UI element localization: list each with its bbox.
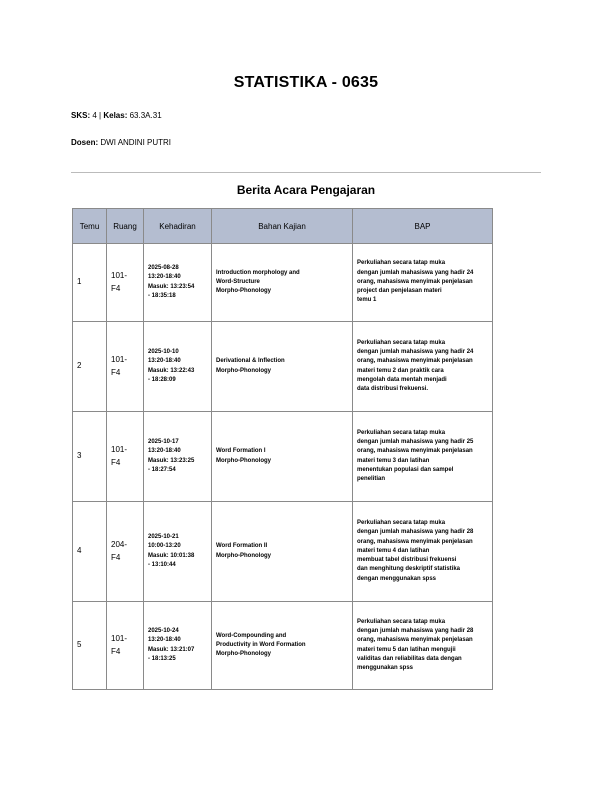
bap-line: temu 1 [357, 297, 377, 304]
bahan-line: Word-Structure [216, 278, 260, 285]
table-row [73, 602, 493, 690]
cell-bap [353, 322, 493, 412]
bahan-line: Morpho-Phonology [216, 651, 271, 658]
bap-line: menggunakan spss [357, 665, 414, 672]
cell-temu: 5 [73, 602, 107, 690]
kehadiran-line: - 18:13:25 [148, 655, 176, 662]
dosen-value: DWI ANDINI PUTRI [100, 138, 172, 147]
cell-bahan-kajian [212, 322, 353, 412]
cell-kehadiran [144, 412, 212, 502]
kehadiran-line: Masuk: 13:23:25 [148, 457, 195, 464]
bap-line: materi temu 5 dan latihan mengujii [357, 646, 456, 653]
cell-kehadiran [144, 322, 212, 412]
cell-kehadiran [144, 244, 212, 322]
cell-ruang [107, 602, 144, 690]
bap-line: orang, mahasiswa menyimak penjelasan [357, 538, 473, 545]
bap-line: Perkuliahan secara tatap muka [357, 519, 446, 526]
cell-temu: 3 [73, 412, 107, 502]
bahan-line: Morpho-Phonology [216, 367, 271, 374]
bap-line: materi temu 2 dan praktik cara [357, 367, 444, 374]
bap-line: project dan penjelasan materi [357, 288, 442, 295]
bap-line: membuat tabel distribusi frekuensi [357, 557, 457, 564]
kehadiran-line: - 18:27:54 [148, 466, 176, 473]
kehadiran-line: - 18:28:09 [148, 376, 176, 383]
kehadiran-line: - 13:10:44 [148, 561, 176, 568]
ruang-line: 204- [111, 540, 128, 550]
cell-ruang [107, 412, 144, 502]
header-temu: Temu [73, 209, 107, 244]
bap-line: menentukan populasi dan sampel [357, 466, 454, 473]
ruang-line: 101- [111, 634, 128, 644]
bap-line: orang, mahasiswa menyimak penjelasan [357, 278, 473, 285]
bap-line: dengan jumlah mahasiswa yang hadir 24 [357, 269, 474, 276]
ruang-line: F4 [111, 457, 121, 467]
sks-value: 4 [92, 111, 97, 120]
kehadiran-line: 13:20-18:40 [148, 637, 181, 644]
lecturer-line [71, 138, 171, 147]
bap-line: materi temu 3 dan latihan [357, 457, 430, 464]
kelas-label: Kelas: [103, 111, 128, 120]
dosen-label: Dosen: [71, 138, 99, 147]
bahan-line: Word Formation II [216, 543, 268, 550]
bap-line: dengan jumlah mahasiswa yang hadir 24 [357, 348, 474, 355]
bap-line: orang, mahasiswa menyimak penjelasan [357, 637, 473, 644]
bahan-line: Morpho-Phonology [216, 552, 271, 559]
ruang-line: F4 [111, 367, 121, 377]
bap-line: dengan jumlah mahasiswa yang hadir 28 [357, 627, 474, 634]
divider [71, 172, 541, 173]
header-bahan-kajian: Bahan Kajian [212, 209, 353, 244]
course-title: STATISTIKA - 0635 [233, 74, 379, 91]
bahan-line: Morpho-Phonology [216, 457, 271, 464]
kehadiran-line: - 18:35:18 [148, 292, 176, 299]
bap-line: validitas dan reliabilitas data dengan [357, 655, 462, 662]
cell-temu: 1 [73, 244, 107, 322]
cell-bahan-kajian [212, 602, 353, 690]
bap-line: Perkuliahan secara tatap muka [357, 260, 446, 267]
ruang-line: F4 [111, 283, 121, 293]
bap-line: dan menghitung deskriptif statistika [357, 566, 461, 573]
bap-line: penelitian [357, 476, 386, 483]
bap-line: dengan menggunakan spss [357, 575, 437, 582]
kehadiran-line: 10:00-13:20 [148, 543, 181, 550]
kehadiran-line: 2025-10-21 [148, 533, 179, 540]
cell-temu: 4 [73, 502, 107, 602]
cell-bahan-kajian [212, 502, 353, 602]
bap-line: dengan jumlah mahasiswa yang hadir 28 [357, 529, 474, 536]
ruang-line: 101- [111, 271, 128, 281]
bap-line: orang, mahasiswa menyimak penjelasan [357, 358, 473, 365]
cell-kehadiran [144, 502, 212, 602]
cell-ruang [107, 502, 144, 602]
cell-kehadiran [144, 602, 212, 690]
kehadiran-line: 13:20-18:40 [148, 274, 181, 281]
ruang-line: 101- [111, 355, 128, 365]
table-header-row [73, 209, 493, 244]
bahan-line: Word-Compounding and [216, 632, 287, 639]
bap-line: Perkuliahan secara tatap muka [357, 339, 446, 346]
bap-line: data distribusi frekuensi. [357, 386, 429, 393]
kehadiran-line: Masuk: 10:01:38 [148, 552, 195, 559]
cell-ruang [107, 244, 144, 322]
cell-bahan-kajian [212, 244, 353, 322]
bap-line: materi temu 4 dan latihan [357, 547, 430, 554]
bahan-line: Morpho-Phonology [216, 288, 271, 295]
bap-line: dengan jumlah mahasiswa yang hadir 25 [357, 438, 474, 445]
cell-bap [353, 244, 493, 322]
cell-temu: 2 [73, 322, 107, 412]
header-bap: BAP [353, 209, 493, 244]
table-row [73, 244, 493, 322]
cell-bap [353, 602, 493, 690]
kehadiran-line: 13:20-18:40 [148, 358, 181, 365]
cell-bahan-kajian [212, 412, 353, 502]
header-ruang: Ruang [107, 209, 144, 244]
ruang-line: F4 [111, 646, 121, 656]
kehadiran-line: Masuk: 13:23:54 [148, 283, 195, 290]
bap-line: Perkuliahan secara tatap muka [357, 618, 446, 625]
ruang-line: F4 [111, 552, 121, 562]
bahan-line: Word Formation I [216, 448, 266, 455]
header-kehadiran: Kehadiran [144, 209, 212, 244]
table-row [73, 502, 493, 602]
kelas-value: 63.3A.31 [129, 111, 162, 120]
bahan-line: Productivity in Word Formation [216, 641, 306, 648]
kehadiran-line: Masuk: 13:22:43 [148, 367, 195, 374]
table-row [73, 412, 493, 502]
teaching-record-table [72, 208, 493, 690]
kehadiran-line: 2025-10-17 [148, 438, 179, 445]
kehadiran-line: 2025-10-24 [148, 627, 179, 634]
course-meta-line [71, 111, 162, 120]
cell-ruang [107, 322, 144, 412]
kehadiran-line: 2025-10-10 [148, 348, 179, 355]
kehadiran-line: 13:20-18:40 [148, 448, 181, 455]
bap-line: mengolah data mentah menjadi [357, 376, 447, 383]
kehadiran-line: Masuk: 13:21:07 [148, 646, 195, 653]
meta-separator: | [99, 111, 102, 120]
kehadiran-line: 2025-08-28 [148, 264, 179, 271]
section-title: Berita Acara Pengajaran [236, 183, 376, 197]
table-row [73, 322, 493, 412]
cell-bap [353, 502, 493, 602]
ruang-line: 101- [111, 445, 128, 455]
bahan-line: Derivational & Inflection [216, 358, 285, 365]
sks-label: SKS: [71, 111, 91, 120]
bap-line: Perkuliahan secara tatap muka [357, 429, 446, 436]
bap-line: orang, mahasiswa menyimak penjelasan [357, 448, 473, 455]
bahan-line: Introduction morphology and [216, 269, 300, 276]
cell-bap [353, 412, 493, 502]
